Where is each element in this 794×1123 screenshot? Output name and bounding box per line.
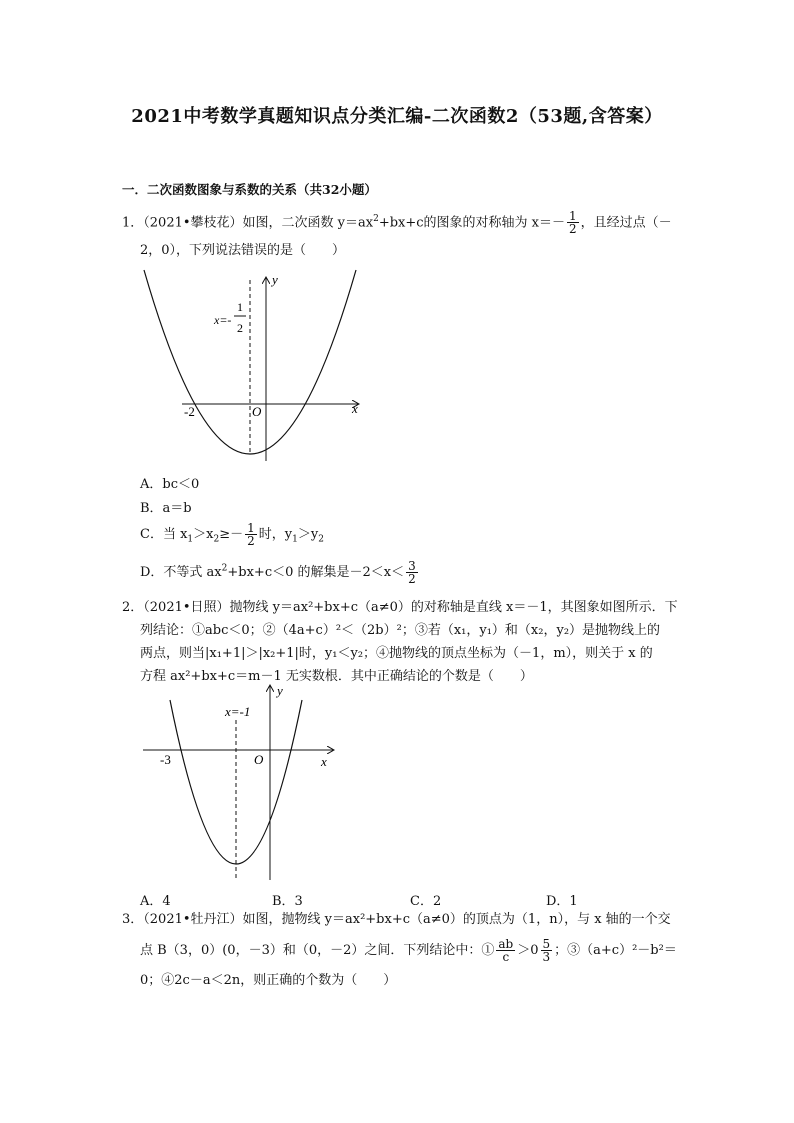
q3-line1: 3．（2021•牡丹江）如图，抛物线 y＝ax²+bx+c（a≠0）的顶点为（1，n），与 x 轴的一个交 (122, 912, 671, 927)
q2-line4: 方程 ax²+bx+c＝m－1 无实数根．其中正确结论的个数是（ ） (140, 669, 533, 684)
q1-opt-c-fraction (245, 522, 257, 547)
q1-axis-y-label: y (272, 272, 278, 287)
q3-frac2-num: 5 (542, 937, 551, 951)
q1-origin-label: O (252, 404, 262, 419)
q1-axis-x-label: x (352, 401, 358, 416)
section-heading: 一．二次函数图象与系数的关系（共32小题） (122, 182, 377, 197)
q1-option-b: B．a＝b (140, 501, 192, 516)
q2-axis-x-label: x (321, 754, 327, 769)
q1-frac-den: 2 (569, 222, 577, 237)
q3-line3: 0；④2c－a＜2n，则正确的个数为（ ） (140, 973, 397, 988)
q1-opt-d-fraction (406, 560, 418, 585)
q1-opt-c-frac-den: 2 (247, 534, 255, 548)
q3-fraction-5-3 (541, 938, 553, 963)
q2-line1: 2．（2021•日照）抛物线 y＝ax²+bx+c（a≠0）的对称轴是直线 x＝－1，其图象如图所示．下 (122, 600, 678, 615)
q1-option-c: C．当 $x_1>x_2\ge-$ $\frac{1}{2}$ 时，$y_1>y_2$ (140, 521, 324, 548)
q2-axis-y-label: y (277, 683, 283, 698)
q1-figure (130, 266, 370, 466)
q1-sym-num: 1 (237, 300, 243, 314)
q2-option-c: C．2 (410, 894, 442, 909)
q1-line1-post: ，且经过点（－ (580, 215, 672, 231)
q3-line2-mid: ＞0 (517, 943, 539, 958)
q1-frac-num: 1 (569, 209, 577, 224)
q2-line3: 两点，则当|x₁+1|＞|x₂+1|时，y₁＜y₂；④抛物线的顶点坐标为（－1，m），则关于 x 的 (140, 646, 653, 661)
q1-opt-c-frac-num: 1 (247, 521, 255, 535)
q1-line1: 1．（2021•攀枝花）如图，二次函数 $y=ax^2+bx+c$的图象的对称轴为 x＝－ $\frac{1}{2}$ ，且经过点（－ (122, 209, 672, 237)
q1-option-a: A．bc＜0 (140, 477, 200, 492)
q3-line2-post: ；③（a+c）²－b²＝ (554, 943, 677, 958)
q1-opt-d-pre: D．不等式 ax (140, 565, 222, 580)
q2-option-d: D．1 (546, 894, 578, 909)
q3-frac-num: ab (498, 937, 514, 951)
q2-figure (135, 680, 345, 885)
q1-sym-label: x=- (214, 313, 232, 327)
q3-line2-pre: 点 B（3，0）(0，－3）和（0，－2）之间．下列结论中：① (140, 943, 495, 958)
q1-opt-c-pre: C．当 x (140, 527, 188, 542)
q1-opt-d-post: +bx+c＜0 的解集是－2＜x＜ (227, 565, 405, 580)
q1-opt-c-mid2: ≥－ (219, 527, 244, 542)
q1-line1-mid: +bx+c的图象的对称轴为 x＝－ (378, 215, 566, 231)
q1-option-d: D．不等式 $ax^2+bx+c<0$ 的解集是－2＜x＜ $\frac{3}{2}$ (140, 559, 416, 586)
q1-fraction (567, 210, 579, 235)
q2-neg3-label: -3 (160, 752, 171, 767)
q2-sym-label: x=-1 (225, 704, 251, 719)
q1-opt-c-post: 时，y (258, 527, 293, 542)
q2-line2: 列结论：①abc＜0；②（4a+c）²＜（2b）²；③若（x₁，y₁）和（x₂，y₂）是抛物线上的 (140, 623, 661, 638)
q1-sym-den: 2 (237, 321, 243, 335)
q2-option-a: A．4 (140, 894, 171, 909)
q1-neg2-label: -2 (184, 404, 195, 419)
q2-option-b: B．3 (272, 894, 303, 909)
q1-opt-c-end: ＞y (297, 527, 319, 542)
q3-line2 (140, 938, 677, 963)
q3-frac-den: c (502, 950, 510, 964)
q1-line2: 2，0），下列说法错误的是（ ） (140, 243, 346, 258)
q1-line1-pre: 1．（2021•攀枝花）如图，二次函数 y＝ax (122, 215, 374, 231)
q3-fraction-abc (496, 938, 515, 963)
q3-frac2-den: 3 (542, 950, 551, 964)
q1-opt-d-frac-num: 3 (408, 559, 416, 573)
page-title: 2021中考数学真题知识点分类汇编-二次函数2（53题,含答案） (131, 106, 663, 127)
q1-opt-d-frac-den: 2 (408, 572, 416, 586)
q1-opt-c-mid: ＞x (193, 527, 214, 542)
q2-origin-label: O (254, 752, 264, 767)
